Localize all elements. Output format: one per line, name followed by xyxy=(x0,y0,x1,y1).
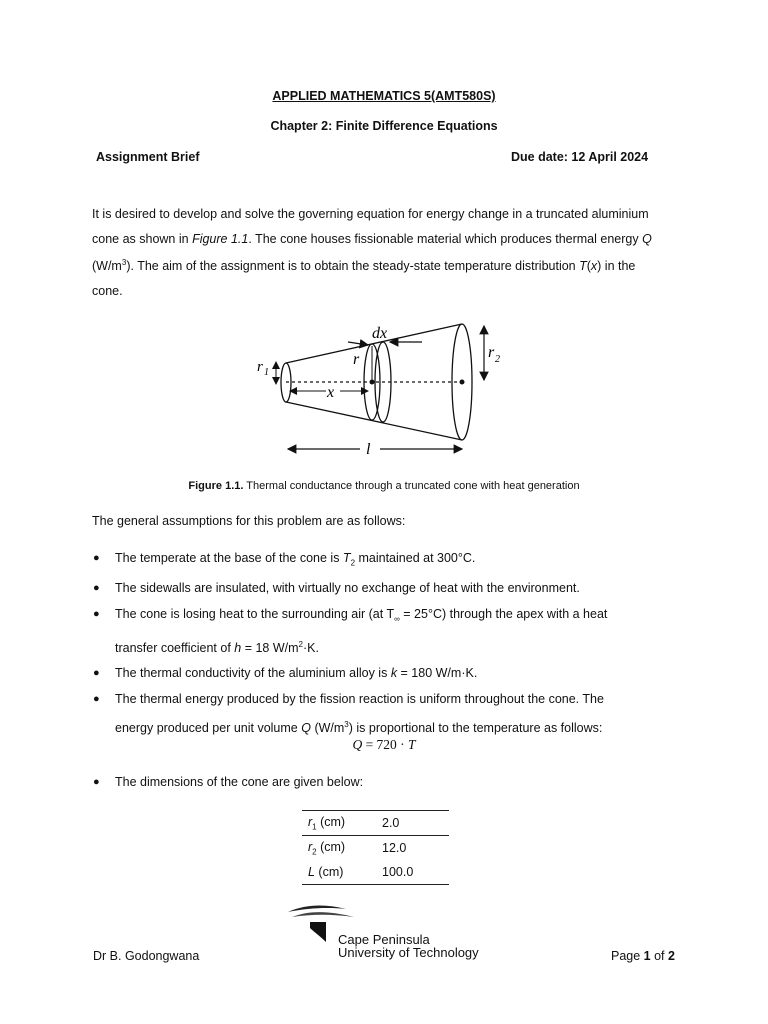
cput-logo-text: Cape Peninsula University of Technology xyxy=(338,932,479,960)
course-title: APPLIED MATHEMATICS 5(AMT580S) xyxy=(272,89,496,103)
list-item: ● The thermal energy produced by the fission reaction is uniform throughout the cone. The energy produced per unit volume Q $(W/m^3)$ is proportional to the temperature as follows: xyxy=(93,691,604,736)
list-item: ● The dimensions of the cone are given below: xyxy=(93,775,364,789)
label-x: x xyxy=(327,384,335,401)
list-item: ● The sidewalls are insulated, with virtually no exchange of heat with the environment. xyxy=(93,581,580,595)
label-r: r xyxy=(353,351,360,368)
table-row: $r_1$ (cm) 2.0 xyxy=(302,811,449,836)
list-item: ● The thermal conductivity of the aluminium alloy is k = 180 W/m·K. xyxy=(93,666,478,681)
assumption-list xyxy=(93,546,675,742)
label-r2-sub: 2 xyxy=(495,354,500,365)
author-name: Dr B. Godongwana xyxy=(93,949,200,963)
page-number: Page 1 of 2 xyxy=(611,949,675,963)
cone-figure xyxy=(240,318,530,463)
intro-line-3: $(W/m^3)$. The aim of the assignment is to obtain the steady-state temperature distribution T(x) in the xyxy=(92,258,636,274)
assumptions-heading: The general assumptions for this problem are as follows: xyxy=(92,514,406,528)
label-dx: dx xyxy=(372,325,388,342)
assignment-brief-label: Assignment Brief xyxy=(96,150,200,164)
chapter-title: Chapter 2: Finite Difference Equations xyxy=(270,119,498,133)
label-l: l xyxy=(366,441,371,458)
intro-line-4: cone. xyxy=(92,283,123,298)
intro-paragraph xyxy=(92,202,678,303)
due-date: Due date: 12 April 2024 xyxy=(511,150,649,164)
table-row: L (cm) 100.0 xyxy=(308,865,414,879)
list-item: ● The cone is losing heat to the surrounding air (at $T_\infty = 25^\circ C$) through the apex with a heat transfer coefficient of h = 18 $W/m^2\cdot K$. xyxy=(93,606,608,655)
label-r1-sub: 1 xyxy=(264,367,269,378)
heat-equation: Q = 720 · T xyxy=(352,737,416,752)
dimensions-table xyxy=(302,810,449,885)
intro-line-1: It is desired to develop and solve the governing equation for energy change in a truncated aluminium xyxy=(92,207,649,221)
label-r2: r xyxy=(488,344,495,361)
dimensions-bullet xyxy=(93,770,675,796)
label-r1: r xyxy=(257,359,263,375)
list-item: ● The temperate at the base of the cone is $T_2$ maintained at 300°C. xyxy=(93,551,476,568)
figure-caption: Figure 1.1. Thermal conductance through a truncated cone with heat generation xyxy=(188,480,580,492)
intro-line-2: cone as shown in Figure 1.1. The cone houses fissionable material which produces thermal energy Q xyxy=(92,231,652,246)
table-row: $r_2$ (cm) 12.0 xyxy=(308,839,407,857)
